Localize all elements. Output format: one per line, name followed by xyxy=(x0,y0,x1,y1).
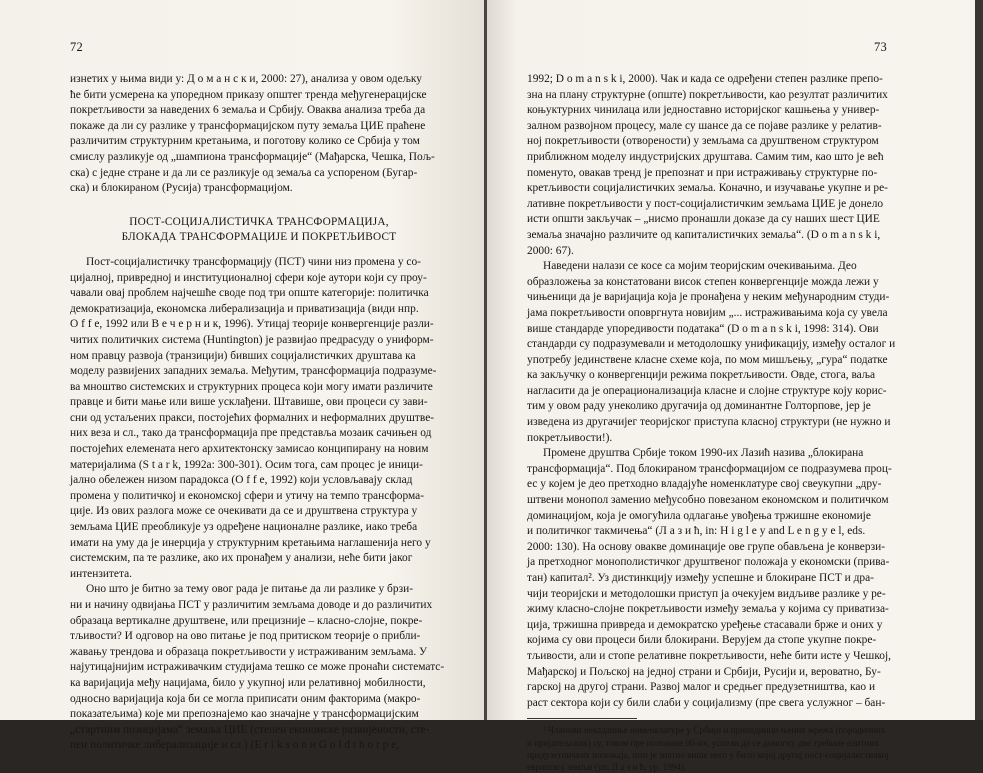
text-line: гарској на другој страни. Развој малог и средњег предузетништва, као и xyxy=(527,681,876,694)
text-line: штвени монопол заменио међусобно повезаном економском и политичком xyxy=(527,494,889,507)
text-line: постојећих елемената него архитектонску замисао конципирану на новим xyxy=(70,443,429,456)
footnote-rule xyxy=(527,718,637,719)
page-number-left: 72 xyxy=(70,40,84,54)
text-line: Промене друштва Србије током 1990-их Лазић назива „блокирана xyxy=(543,447,864,460)
text-line: приближном моделу индустријских друштава. Самим тим, као што је већ xyxy=(527,150,884,163)
page-number-right: 73 xyxy=(874,40,888,54)
text-line: нагласити да је операционализација класне и слојне структуре коју корис- xyxy=(527,384,887,397)
text-line: покретљивости!). xyxy=(527,431,613,444)
text-line: кретљивости социјалистичких земаља. Коначно, и изучавање укупне и ре- xyxy=(527,182,888,195)
left-body-text xyxy=(70,255,448,754)
section-heading-line-2: БЛОКАДА ТРАНСФОРМАЦИЈЕ И ПОКРЕТЉИВОСТ xyxy=(121,231,397,244)
text-line: односно варијација која би се могла приписати оним факторима (макро- xyxy=(70,692,421,705)
text-line: образложења за констатовани висок степен конвергенције можда лежи у xyxy=(527,275,879,288)
text-line: цијалној, привредној и институционалној сфери које аутори који су проу- xyxy=(70,271,427,284)
page-edge xyxy=(975,0,983,720)
footnote-line: и пријатељских) су, током пре половине 90-их, успели да се домогну две трећине елитних xyxy=(527,737,879,748)
text-line: јама покретљивости оповргнута новијим „... истраживањима која су увела xyxy=(527,306,888,319)
text-line: читих политичких система (Huntington) је развијао предрасуду о униформ- xyxy=(70,333,434,346)
text-line: ном правцу развоја (транзицији) бивших социјалистичких друштава ка xyxy=(70,349,416,362)
text-line: ска) и блокираном (Русија) трансформацијом. xyxy=(70,182,293,195)
text-line: смислу разликује од „шампиона трансформације“ (Мађарска, Чешка, Пољ- xyxy=(70,150,435,163)
footnote-line: ² Чланови некадашње номенклатуре у Србији и припадници њених мрежа (породичних xyxy=(543,725,886,736)
text-line: O f f e, 1992 или В е ч е р н и к, 1996). Утицај теорије конвергенције разли- xyxy=(70,318,434,331)
text-line: и политичког такмичења“ (Л а з и ћ, in: H i g l e y and L e n g y e l, eds. xyxy=(527,525,866,538)
text-line: трансформација“. Под блокираном трансформацијом се подразумева проц- xyxy=(527,462,892,475)
text-line: жавању трендова и образаца покретљивости у истраживаним земљама. У xyxy=(70,645,428,658)
text-line: чињеници да је варијација која је пронађена у неким међународним студи- xyxy=(527,291,890,304)
text-line: лативне покретљивости у пост-социјалистичким земљама ЦИЕ је донело xyxy=(527,197,884,210)
section-heading-line-1: ПОСТ-СОЦИЈАЛИСТИЧКА ТРАНСФОРМАЦИЈА, xyxy=(129,215,389,228)
text-line: Мађарској и Пољској на једној страни и Србији, Русији и, вероватно, Бу- xyxy=(527,665,881,678)
text-line: тан) капитал². Уз дистинкцију између успешне и блокиране ПСТ и дра- xyxy=(527,572,874,584)
text-line: жиму класно-слојне покретљивости између земаља у којима су приватиза- xyxy=(527,603,889,616)
text-line: ка закључку о конвергенцији режима покретљивости. Овде, стога, ваља xyxy=(527,369,876,382)
text-line: 2000: 130). На основу овакве доминације ове групе обављена је конверзи- xyxy=(527,540,886,553)
footnote-line: предузетничких положаја, што је знатно више него у било којој другој пост-социјалистичкој xyxy=(527,749,889,760)
text-line: ција, тржишна привреда и демократско уређење стасавали брже и оних у xyxy=(527,618,883,631)
text-line: ес у којем је део претходно владајуће номенклатуре свој свеукупни „дру- xyxy=(527,478,882,491)
text-line: демократизација, економска либерализација и приватизација (види нпр. xyxy=(70,302,419,315)
text-line: изнетих у њима види у: Д о м а н с к и, 2000: 27), анализа у овом одељку xyxy=(70,73,422,85)
text-line: стандарди су подразумевали и методолошку унификацију, између осталог и xyxy=(527,338,896,351)
left-page-text xyxy=(70,72,448,754)
text-line: покаже да ли су разлике у трансформацијском путу земаља ЦИЕ праћене xyxy=(70,119,426,132)
text-line: земљама ЦИЕ преобликује уз одређене национaлне разлике, иако треба xyxy=(70,521,418,534)
text-line: јално обележен низом парадокса (O f f e, 1992) који условљавају склад xyxy=(70,474,413,487)
text-line: промена у политичкој и економској сфери и утичу на темпо трансформа- xyxy=(70,489,424,502)
text-line: 1992; D o m a n s k i, 2000). Чак и када се одређени степен разлике препо- xyxy=(527,73,883,85)
text-line: поменуто, овакав тренд је препознат и при истраживању структурне по- xyxy=(527,166,878,179)
text-line: Оно што је битно за тему овог рада је питање да ли разлике у брзи- xyxy=(86,583,414,596)
text-line: ној покретљивости (отворености) у земљама са друштвеном структуром xyxy=(527,135,879,148)
text-line: ска) с једне стране и да ли се разликује од земаља са успореном (Бугар- xyxy=(70,166,418,179)
text-line: ва мноштво системских и структурних процеса који могу имати различите xyxy=(70,380,433,393)
text-line: покретљивости за наведених 6 земаља и Србију. Оваква анализа треба да xyxy=(70,104,426,117)
right-page-text xyxy=(527,72,905,773)
text-line: сни од устаљених пракси, постојећих формалних и неформалних друштве- xyxy=(70,411,435,424)
text-line: исти општи закључак – „нисмо пронашли доказе да су наших шест ЦИЕ xyxy=(527,213,880,226)
text-line: них веза и сл., тако да трансформација пре представља мозаик сачињен од xyxy=(70,427,432,440)
text-line: којима су ови процеси били блокирани. Верујем да стопе укупне покре- xyxy=(527,634,877,647)
text-line: различитим структурним кретањима, и поготову колико се Србија у том xyxy=(70,135,420,148)
text-line: Пост-социјалистичку трансформацију (ПСТ) чини низ промена у со- xyxy=(86,255,421,268)
text-line: изведена из другачијег теоријског приступа класној структури (не нужно и xyxy=(527,416,891,429)
text-line: имати на уму да је инерција у структурним кретањима наглашенија него у xyxy=(70,536,431,549)
text-line: више стандарде упоредивости података“ (D o m a n s k i, 1998: 314). Ови xyxy=(527,322,879,335)
text-line: чавали овај проблем најчешће своде под три опште категорије: политичка xyxy=(70,287,429,300)
footnote-line: европској земљи (уп. Л а з и ћ, ур. 1994). xyxy=(527,761,687,772)
text-line: образаца вертикалне друштвене, или прецизније – класно-слојне, покре- xyxy=(70,614,423,627)
text-line: чији теоријски и методолошки приступ ја очекујем видљиве разлике у ре- xyxy=(527,587,886,600)
text-line: зна на плану структурне (опште) покретљивости, као резултат различитих xyxy=(527,88,888,101)
text-line: интензитета. xyxy=(70,567,132,580)
text-line: „стартним позицијама“ земаља ЦИЕ (степен економске развијености, сте- xyxy=(70,723,430,736)
text-line: 2000: 67). xyxy=(527,244,574,257)
text-line: тим у овом раду унеколико другачија од доминантне Голторпове, јер је xyxy=(527,400,871,413)
text-line: раст сектора који су били слаби у социјализму (пре свега услужног – бан- xyxy=(527,696,886,709)
text-line: тљивости? И одговор на ово питање је под притиском теорије о прибли- xyxy=(70,630,421,643)
text-line: залном развојном процесу, мале су шансе да се појаве разлике у релатив- xyxy=(527,119,882,132)
footnote xyxy=(527,724,905,773)
right-page xyxy=(487,0,975,772)
text-line: најутицајнијим истраживачким студијама тешко се може пронаћи систематс- xyxy=(70,661,445,674)
left-page xyxy=(0,0,484,752)
text-line: ције. Из ових разлога може се очекивати да се и друштвена структура у xyxy=(70,505,418,518)
text-line: системским, па те разлике, ако их пронађем у анализи, неће бити јаког xyxy=(70,552,413,565)
text-line: ка варијација међу нацијама, било у укупној или релативној мобилности, xyxy=(70,676,426,689)
text-line: ће бити усмерена ка упоредном приказу општег тренда међугенерацијске xyxy=(70,88,427,101)
text-line: доминацијом, која је омогућила одлагање увођења тржишне економије xyxy=(527,509,871,522)
text-line: употребу јединствене класне схеме која, по мом мишљењу, „гура“ податке xyxy=(527,353,888,366)
text-line: материјалима (S t a r k, 1992a: 300-301). Осим тога, сам процес је иници- xyxy=(70,458,423,471)
text-line: тљивости, али и стопе релативне покретљивости, неће бити исте у Чешкој, xyxy=(527,649,891,662)
text-line: правце и бити мање или више усклађени. Штавише, ови процеси су зави- xyxy=(70,396,428,409)
left-intro-paragraph xyxy=(70,72,448,197)
text-line: моделу развијених западних земаља. Међутим, трансформација подразуме- xyxy=(70,365,437,378)
text-line: земаља значајно различите од капиталистичких земаља“. (D o m a n s k i, xyxy=(527,228,881,241)
text-line: показатељима) које ми препознајемо као значајне у трансформацијским xyxy=(70,708,419,721)
right-body-text xyxy=(527,72,905,711)
text-line: ни и начину одвијања ПСТ у различитим земљама доводе и до различитих xyxy=(70,599,433,611)
text-line: Наведени налази се косе са мојим теоријским очекивањима. Део xyxy=(543,260,857,273)
text-line: ја претходног монополистичког друштвеног положаја у економски (прива- xyxy=(527,556,890,569)
text-line: коњуктурних чинилаца или једноставно историјског кашњења у универ- xyxy=(527,104,880,117)
text-line: пен политичке либерализације и сл.) (E r i k s o n и G o l d t h o r p e, xyxy=(70,739,400,752)
